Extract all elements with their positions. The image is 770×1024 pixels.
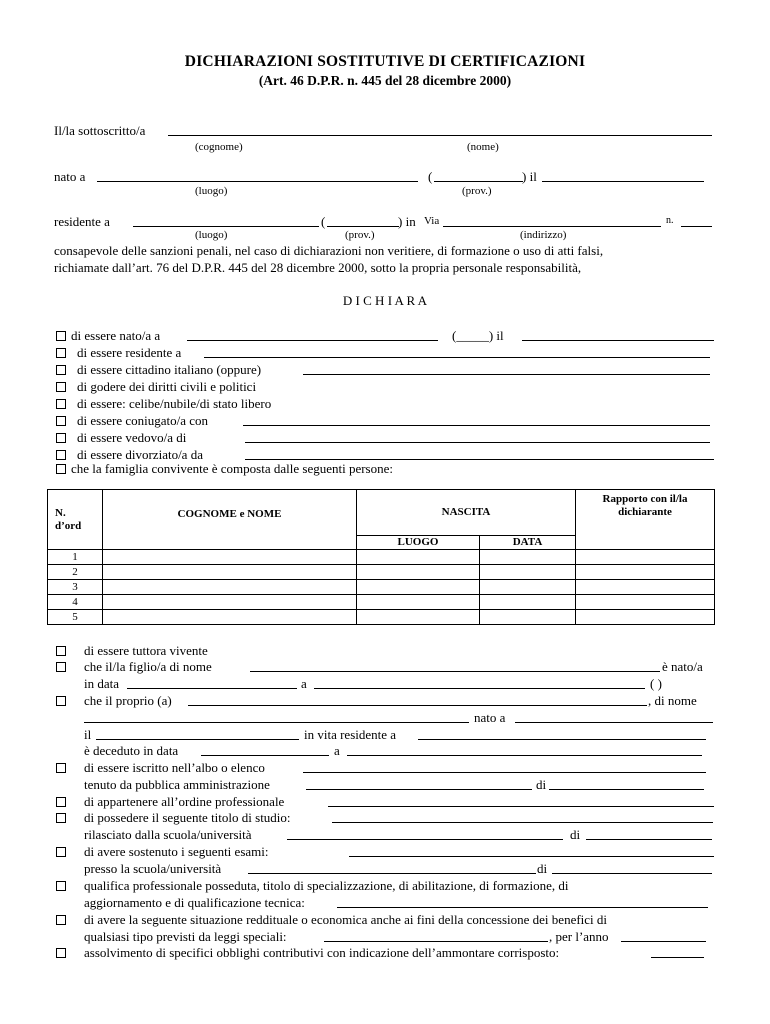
tenuto-di-label: di [536, 777, 547, 792]
reddituale-field[interactable] [324, 941, 548, 942]
consapevole-line-1: consapevole delle sanzioni penali, nel caso di dichiarazioni non veritiere, di formazione o uso di atti falsi, [54, 243, 604, 258]
document-title: DICHIARAZIONI SOSTITUTIVE DI CERTIFICAZIONI [184, 53, 586, 70]
row-number: 5 [48, 610, 103, 625]
residente-prov-hint: (prov.) [345, 229, 375, 241]
in-vita-field[interactable] [418, 739, 706, 740]
albo-field[interactable] [303, 772, 706, 773]
deceduto-data-field[interactable] [201, 755, 329, 756]
cell-data[interactable] [480, 610, 576, 625]
checkbox-reddituale[interactable] [56, 915, 66, 925]
option-diritti: di godere dei diritti civili e politici [77, 379, 257, 394]
rilasciato-field[interactable] [287, 839, 563, 840]
option-vedovo: di essere vedovo/a di [77, 430, 187, 445]
nato-luogo-field[interactable] [97, 181, 418, 182]
option-nato-field[interactable] [187, 340, 438, 341]
family-table [47, 489, 715, 625]
luogo-hint: (luogo) [195, 185, 228, 197]
checkbox-qualifica[interactable] [56, 881, 66, 891]
per-anno-field[interactable] [621, 941, 706, 942]
obblighi-field[interactable] [651, 957, 704, 958]
table-row[interactable] [48, 550, 715, 565]
ordine-field[interactable] [328, 806, 714, 807]
checkbox-vedovo[interactable] [56, 433, 66, 443]
nato-prov-open: ( [428, 169, 433, 184]
table-header-row [48, 490, 715, 536]
residente-luogo-field[interactable] [133, 226, 319, 227]
figlio-nato-a: è nato/a [662, 659, 703, 674]
table-row[interactable] [48, 595, 715, 610]
option-titolo: di possedere il seguente titolo di studio: [84, 810, 291, 825]
option-reddituale-line-1: di avere la seguente situazione reddituale o economica anche ai fini della concessione dei benefici di [84, 912, 608, 927]
option-divorziato: di essere divorziato/a da [77, 447, 203, 462]
figlio-prov: ( ) [650, 676, 662, 691]
option-reddituale-line-2: qualsiasi tipo previsti da leggi speciali: [84, 929, 287, 944]
il-label: il [84, 727, 92, 742]
cell-name[interactable] [103, 610, 357, 625]
checkbox-proprio[interactable] [56, 696, 66, 706]
option-coniugato-field[interactable] [243, 425, 710, 426]
tenuto-label: tenuto da pubblica amministrazione [84, 777, 270, 792]
row-number: 4 [48, 595, 103, 610]
checkbox-esami[interactable] [56, 847, 66, 857]
cell-data[interactable] [480, 565, 576, 580]
document-subtitle: (Art. 46 D.P.R. n. 445 del 28 dicembre 2000) [258, 73, 512, 88]
qualifica-field[interactable] [337, 907, 708, 908]
via-field[interactable] [443, 226, 661, 227]
proprio-data-field[interactable] [96, 739, 299, 740]
option-famiglia: che la famiglia convivente è composta dalle seguenti persone: [71, 461, 393, 476]
presso-label: presso la scuola/università [84, 861, 222, 876]
numero-field[interactable] [681, 226, 712, 227]
option-nato-prov: (_____) il [452, 328, 504, 343]
di-nome-label: , di nome [648, 693, 697, 708]
checkbox-figlio[interactable] [56, 662, 66, 672]
option-albo: di essere iscritto nell’albo o elenco [84, 760, 265, 775]
option-stato: di essere: celibe/nubile/di stato libero [77, 396, 272, 411]
sottoscritto-label: Il/la sottoscritto/a [54, 123, 146, 138]
sottoscritto-field[interactable] [168, 135, 712, 136]
cell-rapporto[interactable] [576, 595, 715, 610]
cell-rapporto[interactable] [576, 550, 715, 565]
proprio-nato-field[interactable] [515, 722, 713, 723]
checkbox-nato[interactable] [56, 331, 66, 341]
cell-name[interactable] [103, 580, 357, 595]
checkbox-divorziato[interactable] [56, 450, 66, 460]
cell-data[interactable] [480, 580, 576, 595]
checkbox-residente[interactable] [56, 348, 66, 358]
row-number: 1 [48, 550, 103, 565]
cell-data[interactable] [480, 595, 576, 610]
row-number: 3 [48, 580, 103, 595]
header-nord: N. d’ord [48, 490, 103, 550]
option-divorziato-field[interactable] [245, 459, 714, 460]
via-label: Via [424, 215, 440, 227]
residente-prov-open: ( [321, 214, 326, 229]
option-nato: di essere nato/a a [71, 328, 161, 343]
table-row[interactable] [48, 610, 715, 625]
cell-luogo[interactable] [357, 610, 480, 625]
dichiara-heading: D I C H I A R A [342, 293, 428, 308]
in-vita-label: in vita residente a [304, 727, 397, 742]
header-rapporto: Rapporto con il/la dichiarante [576, 490, 715, 550]
cognome-hint: (cognome) [195, 141, 243, 153]
nato-data-field[interactable] [542, 181, 704, 182]
row-number: 2 [48, 565, 103, 580]
tenuto-field[interactable] [306, 789, 532, 790]
option-proprio: che il proprio (a) [84, 693, 172, 708]
rilasciato-di-field[interactable] [586, 839, 712, 840]
cell-rapporto[interactable] [576, 610, 715, 625]
residente-luogo-hint: (luogo) [195, 229, 228, 241]
proprio-nome-field[interactable] [84, 722, 469, 723]
prov-hint: (prov.) [462, 185, 492, 197]
in-label: ) in [398, 214, 416, 229]
cell-data[interactable] [480, 550, 576, 565]
cell-luogo[interactable] [357, 580, 480, 595]
figlio-nome-field[interactable] [250, 671, 660, 672]
checkbox-famiglia[interactable] [56, 464, 66, 474]
nato-prov-field[interactable] [434, 181, 523, 182]
cell-luogo[interactable] [357, 565, 480, 580]
nato-il-label: ) il [522, 169, 537, 184]
cell-name[interactable] [103, 550, 357, 565]
header-luogo: LUOGO [357, 536, 480, 550]
option-vedovo-field[interactable] [245, 442, 710, 443]
a-label: a [301, 676, 307, 691]
titolo-field[interactable] [332, 822, 713, 823]
residente-label: residente a [54, 214, 110, 229]
option-esami: di avere sostenuto i seguenti esami: [84, 844, 269, 859]
checkbox-stato[interactable] [56, 399, 66, 409]
cell-name[interactable] [103, 565, 357, 580]
residente-prov-field[interactable] [327, 226, 399, 227]
deceduto-luogo-field[interactable] [347, 755, 702, 756]
figlio-luogo-field[interactable] [314, 688, 645, 689]
in-data-label: in data [84, 676, 120, 691]
tenuto-di-field[interactable] [549, 789, 704, 790]
deceduto-label: è deceduto in data [84, 743, 179, 758]
option-obblighi: assolvimento di specifici obblighi contributivi con indicazione dell’ammontare corrisposto: [84, 945, 560, 960]
option-figlio: che il/la figlio/a di nome [84, 659, 212, 674]
checkbox-cittadino[interactable] [56, 365, 66, 375]
option-cittadino-field[interactable] [303, 374, 710, 375]
checkbox-coniugato[interactable] [56, 416, 66, 426]
consapevole-line-2: richiamate dall’art. 76 del D.P.R. 445 del 28 dicembre 2000, sotto la propria personale responsabilità, [54, 260, 582, 275]
per-anno-label: , per l’anno [549, 929, 609, 944]
header-data: DATA [480, 536, 576, 550]
option-qualifica-line-2: aggiornamento e di qualificazione tecnica: [84, 895, 305, 910]
cell-luogo[interactable] [357, 595, 480, 610]
option-coniugato: di essere coniugato/a con [77, 413, 209, 428]
option-qualifica-line-1: qualifica professionale posseduta, titolo di specializzazione, di abilitazione, di formazione, di [84, 878, 569, 893]
checkbox-obblighi[interactable] [56, 948, 66, 958]
option-vivente: di essere tuttora vivente [84, 643, 208, 658]
option-residente-field[interactable] [204, 357, 710, 358]
option-nato-data-field[interactable] [522, 340, 714, 341]
table-row[interactable] [48, 565, 715, 580]
table-row[interactable] [48, 580, 715, 595]
proprio-field[interactable] [188, 705, 647, 706]
checkbox-diritti[interactable] [56, 382, 66, 392]
indirizzo-hint: (indirizzo) [520, 229, 567, 241]
figlio-data-field[interactable] [127, 688, 297, 689]
cell-luogo[interactable] [357, 550, 480, 565]
option-residente: di essere residente a [77, 345, 182, 360]
rilasciato-label: rilasciato dalla scuola/università [84, 827, 252, 842]
nato-label: nato a [54, 169, 86, 184]
nome-hint: (nome) [467, 141, 499, 153]
presso-di-label: di [537, 861, 548, 876]
presso-field[interactable] [248, 873, 536, 874]
nato-a2-label: nato a [474, 710, 506, 725]
header-nascita: NASCITA [357, 490, 576, 536]
option-cittadino: di essere cittadino italiano (oppure) [77, 362, 262, 377]
cell-rapporto[interactable] [576, 565, 715, 580]
checkbox-vivente[interactable] [56, 646, 66, 656]
cell-name[interactable] [103, 595, 357, 610]
checkbox-ordine[interactable] [56, 797, 66, 807]
rilasciato-di-label: di [570, 827, 581, 842]
deceduto-a-label: a [334, 743, 340, 758]
header-cognome-nome: COGNOME e NOME [103, 490, 357, 550]
cell-rapporto[interactable] [576, 580, 715, 595]
numero-label: n. [666, 215, 674, 226]
checkbox-albo[interactable] [56, 763, 66, 773]
option-ordine: di appartenere all’ordine professionale [84, 794, 285, 809]
checkbox-titolo[interactable] [56, 813, 66, 823]
esami-field[interactable] [349, 856, 714, 857]
presso-di-field[interactable] [552, 873, 712, 874]
